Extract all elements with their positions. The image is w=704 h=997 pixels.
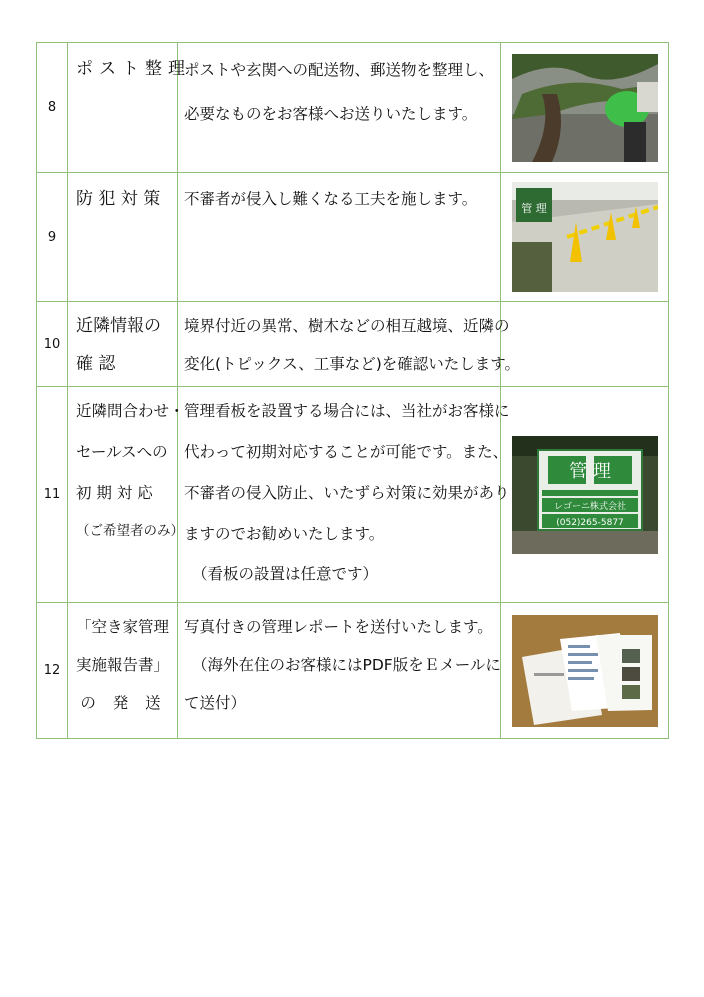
row-number: 9 xyxy=(37,173,68,302)
signboard-title: 管 理 xyxy=(568,460,611,482)
signboard-phone: (052)265-5877 xyxy=(555,517,624,528)
service-description xyxy=(178,387,510,603)
management-signboard-photo xyxy=(512,436,658,554)
service-title xyxy=(68,173,178,302)
description-line: ポストや玄関への配送物、郵送物を整理し、 xyxy=(184,61,495,79)
description-line: 代わって初期対応することが可能です。また、 xyxy=(184,443,509,461)
description-line: （看板の設置は任意です） xyxy=(192,565,379,583)
row-number: 8 xyxy=(37,43,68,173)
service-title-line: セールスへの xyxy=(76,443,168,461)
service-title-line: の 発 送 xyxy=(80,694,167,712)
service-table xyxy=(36,42,669,739)
description-line: て送付） xyxy=(184,694,247,712)
photo-cell xyxy=(501,43,669,173)
service-title-line: 防 犯 対 策 xyxy=(76,189,161,209)
sign-text: 管 理 xyxy=(520,202,547,215)
person-gardening-photo xyxy=(512,54,658,162)
service-title-line: 近隣情報の xyxy=(76,316,161,336)
service-title xyxy=(68,603,178,739)
description-line: ますのでお勧めいたします。 xyxy=(184,525,385,543)
barrier-cones-photo xyxy=(512,182,658,292)
row-number: 12 xyxy=(37,603,68,739)
row-number: 10 xyxy=(37,302,68,387)
report-documents-photo xyxy=(512,615,658,727)
service-title-line: ポスト整理 xyxy=(76,59,191,79)
table-row xyxy=(37,173,669,302)
description-line: 不審者の侵入防止、いたずら対策に効果があり xyxy=(184,484,510,502)
description-line: 不審者が侵入し難くなる工夫を施します。 xyxy=(184,190,478,208)
service-title xyxy=(68,302,178,387)
table-row xyxy=(37,302,669,387)
service-description xyxy=(178,173,501,302)
row-number: 11 xyxy=(37,387,68,603)
service-title-line: 初 期 対 応 xyxy=(76,484,153,502)
service-title-line: 確 認 xyxy=(76,354,116,374)
service-title xyxy=(68,387,185,603)
table-row xyxy=(37,43,669,173)
service-title-line: （ご希望者のみ） xyxy=(76,523,184,539)
service-title-line: 実施報告書」 xyxy=(76,656,170,674)
description-line: 必要なものをお客様へお送りいたします。 xyxy=(184,105,478,123)
description-line: （海外在住のお客様にはPDF版をＥメールに xyxy=(192,656,501,674)
description-line: 管理看板を設置する場合には、当社がお客様に xyxy=(184,402,510,420)
photo-cell xyxy=(501,387,669,603)
description-line: 境界付近の異常、樹木などの相互越境、近隣の xyxy=(184,317,510,335)
photo-cell xyxy=(501,302,669,387)
service-description xyxy=(178,302,521,387)
description-line: 変化(トピックス、工事など)を確認いたします。 xyxy=(184,355,521,373)
table-row xyxy=(37,387,669,603)
table-row xyxy=(37,603,669,739)
description-line: 写真付きの管理レポートを送付いたします。 xyxy=(184,618,493,636)
photo-cell xyxy=(501,603,669,739)
photo-cell xyxy=(501,173,669,302)
signboard-company: レゴーニ株式会社 xyxy=(553,501,626,512)
service-description xyxy=(178,43,501,173)
service-title-line: 「空き家管理 xyxy=(76,618,170,636)
service-title-line: 近隣問合わせ・ xyxy=(76,402,185,420)
service-description xyxy=(178,603,501,739)
service-title xyxy=(68,43,191,173)
